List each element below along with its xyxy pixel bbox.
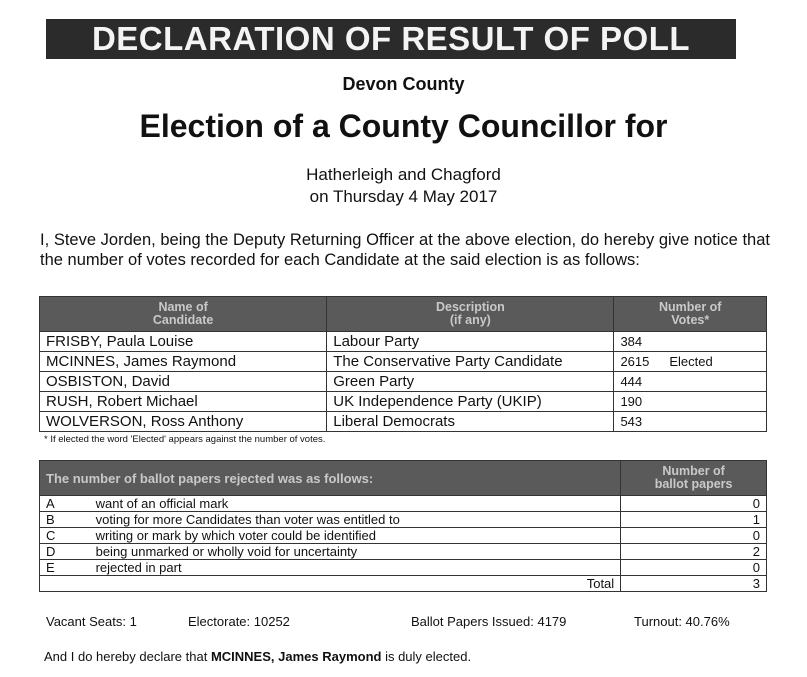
- total-row: [40, 576, 767, 592]
- rejection-letter: E: [40, 560, 90, 576]
- rejection-reason: voting for more Candidates than voter was entitled to: [90, 512, 621, 528]
- county-name: Devon County: [342, 74, 465, 94]
- candidate-description: Liberal Democrats: [327, 412, 614, 432]
- ballot-papers-issued: Ballot Papers Issued: 4179: [411, 614, 567, 629]
- header-description: Description (if any): [327, 297, 614, 332]
- rejection-reason: writing or mark by which voter could be identified: [90, 528, 621, 544]
- notice-paragraph: I, Steve Jorden, being the Deputy Returning Officer at the above election, do hereby give notice that the number of votes recorded for each Candidate at the said election is as follows:: [40, 231, 770, 269]
- turnout: Turnout: 40.76%: [634, 614, 730, 629]
- candidates-header-row: [40, 297, 767, 332]
- rejection-letter: C: [40, 528, 90, 544]
- table-row: [40, 412, 767, 432]
- table-row: [40, 496, 767, 512]
- candidate-votes: 2615 Elected: [614, 352, 767, 372]
- candidate-description: The Conservative Party Candidate: [327, 352, 614, 372]
- table-row: [40, 392, 767, 412]
- election-date: on Thursday 4 May 2017: [309, 187, 498, 206]
- rejected-header-row: [40, 461, 767, 496]
- rejection-reason: want of an official mark: [90, 496, 621, 512]
- rejection-count: 0: [621, 528, 767, 544]
- declaration-banner: DECLARATION OF RESULT OF POLL: [46, 19, 736, 59]
- rejection-count: 0: [621, 496, 767, 512]
- ward-and-date: [0, 164, 807, 208]
- candidate-name: RUSH, Robert Michael: [40, 392, 327, 412]
- candidate-votes: 384: [614, 332, 767, 352]
- table-row: [40, 372, 767, 392]
- candidate-votes: 543: [614, 412, 767, 432]
- candidate-name: MCINNES, James Raymond: [40, 352, 327, 372]
- rejected-title: The number of ballot papers rejected was as follows:: [40, 461, 621, 496]
- vacant-seats: Vacant Seats: 1: [46, 614, 137, 629]
- total-count: 3: [621, 576, 767, 592]
- header-votes: Number of Votes*: [614, 297, 767, 332]
- candidate-name: OSBISTON, David: [40, 372, 327, 392]
- rejection-count: 0: [621, 560, 767, 576]
- rejection-reason: being unmarked or wholly void for uncertainty: [90, 544, 621, 560]
- rejection-count: 2: [621, 544, 767, 560]
- rejection-letter: A: [40, 496, 90, 512]
- candidate-description: Green Party: [327, 372, 614, 392]
- candidates-table: [39, 296, 767, 432]
- elected-mark: Elected: [669, 354, 713, 369]
- elected-declaration: And I do hereby declare that MCINNES, James Raymond is duly elected.: [44, 649, 472, 664]
- table-row: [40, 332, 767, 352]
- rejected-count-header: Number of ballot papers: [621, 461, 767, 496]
- electorate: Electorate: 10252: [188, 614, 290, 629]
- ward-name: Hatherleigh and Chagford: [306, 165, 501, 184]
- table-row: [40, 512, 767, 528]
- rejected-ballots-table: [39, 460, 767, 592]
- candidate-description: UK Independence Party (UKIP): [327, 392, 614, 412]
- rejection-letter: D: [40, 544, 90, 560]
- table-row: [40, 528, 767, 544]
- election-heading: Election of a County Councillor for: [139, 108, 668, 144]
- header-name: Name of Candidate: [40, 297, 327, 332]
- candidate-name: FRISBY, Paula Louise: [40, 332, 327, 352]
- table-row: [40, 560, 767, 576]
- rejection-count: 1: [621, 512, 767, 528]
- table-row: [40, 544, 767, 560]
- candidate-votes: 190: [614, 392, 767, 412]
- elected-candidate-name: MCINNES, James Raymond: [210, 649, 382, 664]
- rejection-reason: rejected in part: [90, 560, 621, 576]
- elected-footnote: * If elected the word 'Elected' appears against the number of votes.: [44, 434, 326, 445]
- table-row: [40, 352, 767, 372]
- candidate-name: WOLVERSON, Ross Anthony: [40, 412, 327, 432]
- rejection-letter: B: [40, 512, 90, 528]
- candidate-votes: 444: [614, 372, 767, 392]
- candidate-description: Labour Party: [327, 332, 614, 352]
- total-label: Total: [40, 576, 621, 592]
